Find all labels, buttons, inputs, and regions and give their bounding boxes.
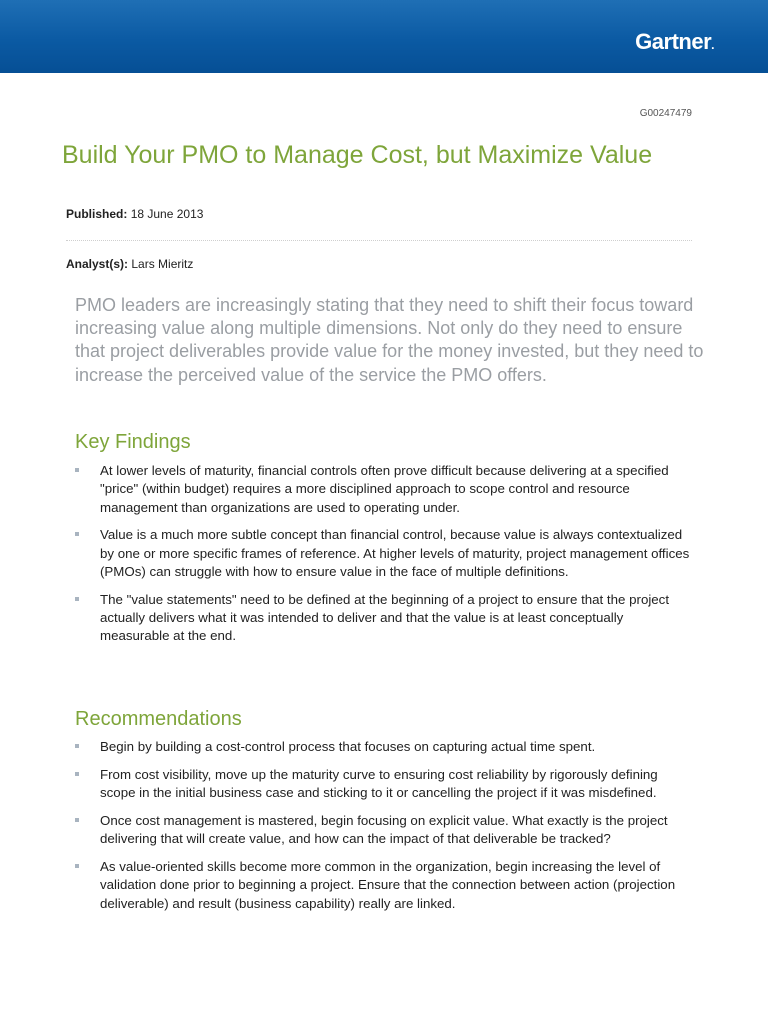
recommendation-text: Once cost management is mastered, begin focusing on explicit value. What exactly is the project delivering that will create value, and how can the impact of that deliverable be tracked?	[100, 812, 668, 847]
square-bullet-icon	[75, 864, 79, 868]
key-findings-heading: Key Findings	[75, 431, 191, 453]
analyst-label: Analyst(s):	[66, 257, 129, 271]
recommendation-item	[75, 766, 695, 803]
finding-item	[75, 462, 695, 517]
published-label: Published:	[66, 207, 128, 221]
square-bullet-icon	[75, 772, 79, 776]
brand-dot: .	[711, 38, 714, 52]
brand-name: Gartner	[635, 29, 712, 54]
finding-text: Value is a much more subtle concept than financial control, because value is always contextualized by one or more specific frames of reference. At higher levels of maturity, project management offices (PMOs) can struggle with how to ensure value in the face of multiple definitions.	[100, 527, 690, 579]
square-bullet-icon	[75, 468, 79, 472]
key-findings-list	[75, 462, 695, 655]
recommendation-item	[75, 812, 695, 849]
square-bullet-icon	[75, 818, 79, 822]
recommendations-heading: Recommendations	[75, 708, 242, 730]
document-id: G00247479	[639, 108, 692, 119]
document-title: Build Your PMO to Manage Cost, but Maximize Value	[62, 141, 653, 169]
finding-item	[75, 591, 695, 646]
recommendation-text: Begin by building a cost-control process that focuses on capturing actual time spent.	[100, 739, 596, 754]
finding-text: At lower levels of maturity, financial controls often prove difficult because delivering at a specified "price" (within budget) requires a more disciplined approach to scope control and resource management than organizations are used to operating under.	[100, 463, 669, 515]
recommendation-text: As value-oriented skills become more common in the organization, begin increasing the level of validation done prior to beginning a project. Ensure that the connection between action (projection deliverable) and result (business capability) really are linked.	[100, 858, 676, 911]
published-line	[66, 207, 203, 221]
finding-text: The "value statements" need to be defined at the beginning of a project to ensure that the project actually delivers what it was intended to deliver and that the value is at least conceptually measurable at the end.	[100, 591, 670, 644]
recommendation-text: From cost visibility, move up the maturity curve to ensuring cost reliability by rigorously defining scope in the initial business case and sticking to it or cancelling the project if it was misdefined.	[100, 766, 658, 801]
recommendation-item	[75, 738, 695, 756]
published-date: 18 June 2013	[130, 207, 204, 221]
square-bullet-icon	[75, 532, 79, 536]
gartner-logo[interactable]	[635, 29, 714, 55]
recommendation-item	[75, 858, 695, 913]
meta-divider	[66, 240, 692, 241]
header-bar	[0, 0, 768, 73]
finding-item	[75, 526, 695, 581]
summary-paragraph: PMO leaders are increasingly stating that they need to shift their focus toward increasing value along multiple dimensions. Not only do they need to ensure that project deliverables provide value for the money invested, but they need to increase the perceived value of the service the PMO offers.	[75, 295, 704, 385]
analyst-line	[66, 257, 193, 271]
analyst-name: Lars Mieritz	[131, 257, 194, 271]
square-bullet-icon	[75, 597, 79, 601]
recommendations-list	[75, 738, 695, 922]
square-bullet-icon	[75, 744, 79, 748]
